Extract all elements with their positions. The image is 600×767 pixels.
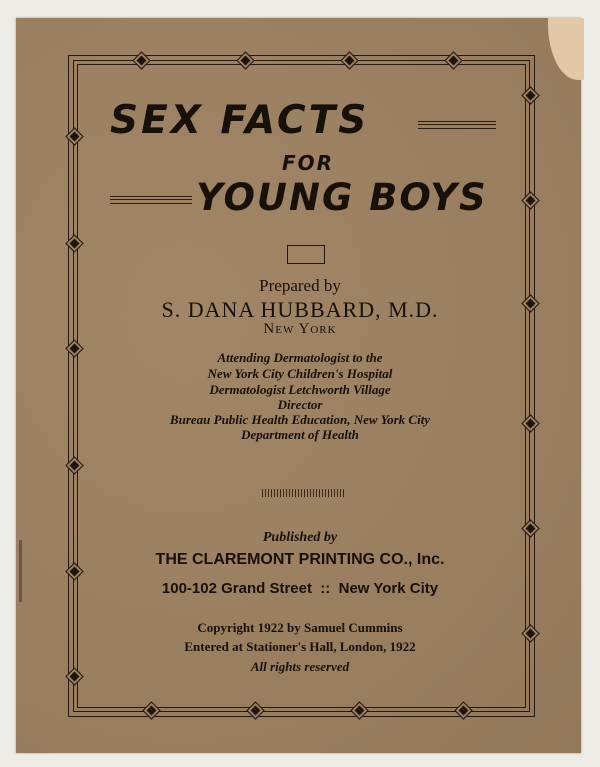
credential-line: New York City Children's Hospital	[207, 366, 393, 381]
credential-line: Department of Health	[241, 427, 359, 442]
rule-decoration	[418, 121, 496, 129]
publisher-name: THE CLAREMONT PRINTING CO., Inc.	[155, 551, 445, 568]
published-by-label: Published by	[262, 530, 338, 545]
credential-line: Attending Dermatologist to the	[217, 350, 383, 365]
copyright-line: Copyright 1922 by Samuel Cummins	[197, 620, 403, 635]
publisher-address: 100-102 Grand Street :: New York City	[161, 580, 439, 597]
author-name: S. DANA HUBBARD, M.D.	[161, 297, 439, 322]
credential-line: Dermatologist Letchworth Village	[209, 382, 391, 397]
decorative-box	[287, 245, 325, 264]
rights-reserved: All rights reserved	[250, 659, 350, 674]
copyright-line: Entered at Stationer's Hall, London, 1922	[184, 639, 416, 654]
prepared-by-label: Prepared by	[259, 276, 341, 295]
credential-line: Director	[277, 397, 323, 412]
divider-ornament	[262, 489, 344, 497]
author-city: New York	[263, 321, 337, 337]
title-line-2: FOR	[282, 151, 335, 175]
title-line-3: YOUNG BOYS	[196, 176, 488, 219]
rule-decoration	[110, 196, 192, 204]
credential-line: Bureau Public Health Education, New York City	[169, 412, 431, 427]
title-line-1: SEX FACTS	[110, 98, 370, 143]
